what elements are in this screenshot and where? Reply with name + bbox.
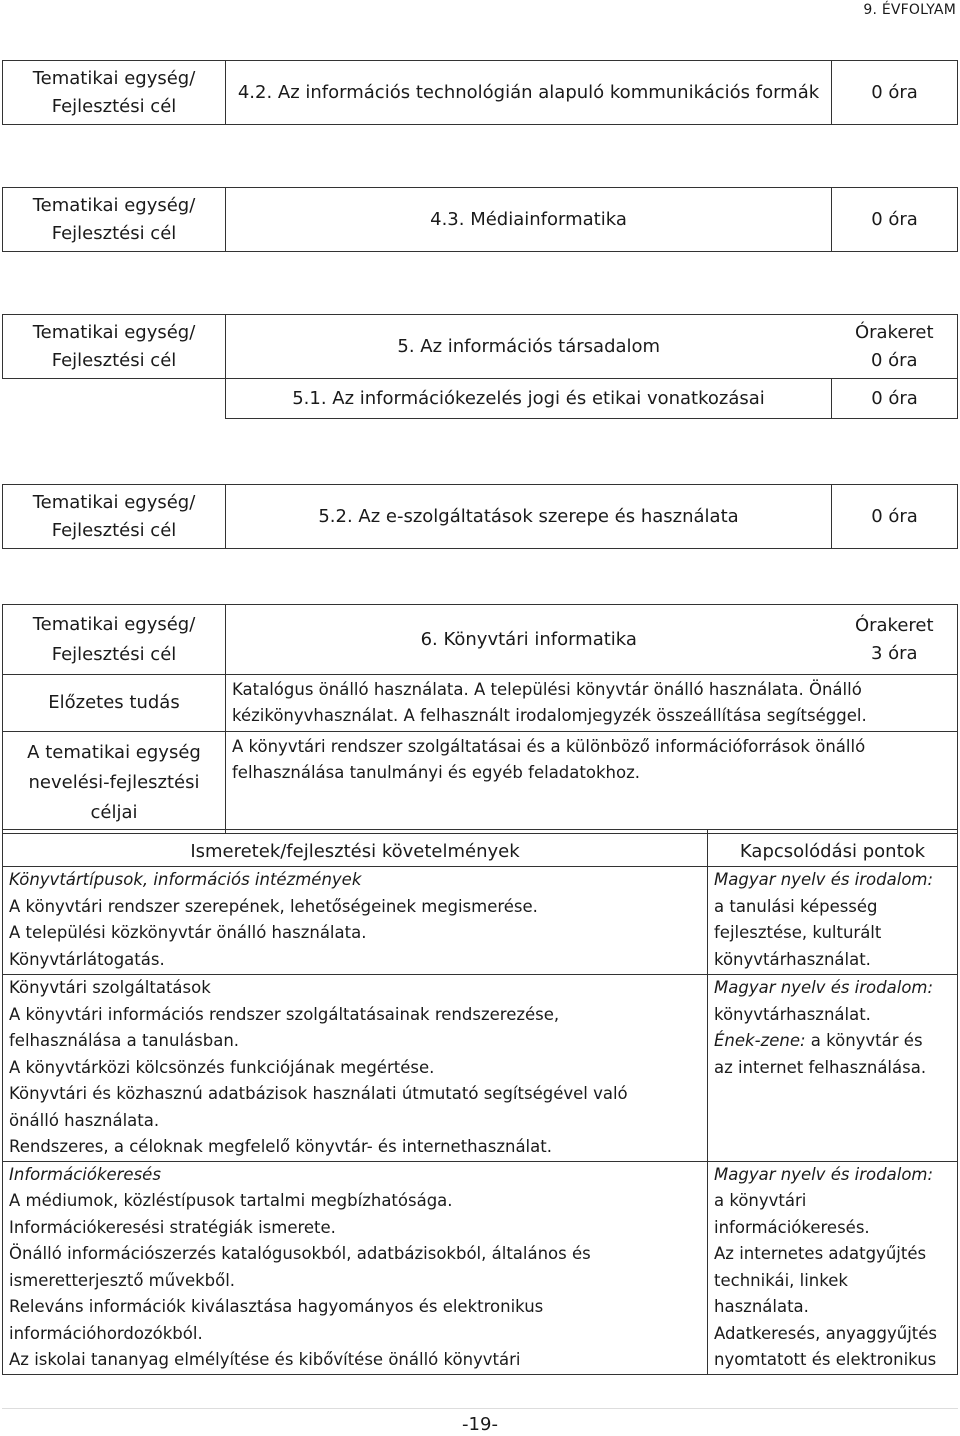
unit-table-4-2 <box>2 60 958 125</box>
requirements-section: Információkeresés A médiumok, közléstípusok tartalmi megbízhatósága. Információkeresési stratégiák ismerete. Önálló információszerzés katalógusokból, adatbázisokból, általános és ismeretterjesztő művekből. Releváns információk kiválasztása hagyományos és elektronikus információhordozókból. Az iskolai tananyag elmélyítése és kibővítése önálló könyvtári <box>3 1161 708 1374</box>
requirements-section: Könyvtári szolgáltatások A könyvtári információs rendszer szolgáltatásainak rendszerezése, felhasználása a tanulásban. A könyvtárközi kölcsönzés funkciójának megértése. Könyvtári és közhasznú adatbázisok használati útmutató segítségével való önálló használata. Rendszeres, a céloknak megfelelő könyvtár- és internethasználat. <box>3 975 708 1162</box>
prior-knowledge-label: Előzetes tudás <box>3 675 226 732</box>
hours-value: 3 óra <box>870 642 918 664</box>
connections-section: Magyar nyelv és irodalom: könyvtárhasználat. Ének-zene: a könyvtár és az internet felhasználása. <box>708 975 958 1162</box>
requirements-table <box>2 829 958 1375</box>
unit-title: 6. Könyvtári informatika <box>226 605 832 675</box>
footer-divider <box>2 1408 958 1409</box>
hours-value: 0 óra <box>870 349 918 371</box>
unit-label: Tematikai egység/ Fejlesztési cél <box>3 188 226 252</box>
unit-title: 5.2. Az e-szolgáltatások szerepe és használata <box>226 485 832 549</box>
prior-knowledge-text: Katalógus önálló használata. A települési könyvtár önálló használata. Önálló kézikönyvhasználat. A felhasznált irodalomjegyzék összeállítása segítséggel. <box>226 675 958 732</box>
requirements-section: Könyvtártípusok, információs intézmények A könyvtári rendszer szerepének, lehetőségeinek megismerése. A települési közkönyvtár önálló használata. Könyvtárlátogatás. <box>3 867 708 975</box>
unit-label: Tematikai egység/ Fejlesztési cél <box>3 605 226 675</box>
goals-text: A könyvtári rendszer szolgáltatásai és a különböző információforrások önálló felhasználása tanulmányi és egyéb feladatokhoz. <box>226 732 958 834</box>
unit-hours <box>832 605 958 675</box>
connections-section: Magyar nyelv és irodalom: a könyvtári információkeresés. Az internetes adatgyűjtés technikái, linkek használata. Adatkeresés, anyaggyűjtés nyomtatott és elektronikus <box>708 1161 958 1374</box>
unit-label: Tematikai egység/ Fejlesztési cél <box>3 315 226 379</box>
unit-table-4-3 <box>2 187 958 252</box>
subunit-hours: 0 óra <box>832 379 958 419</box>
unit-title: 4.2. Az információs technológián alapuló kommunikációs formák <box>226 61 832 125</box>
section-heading: Könyvtártípusok, információs intézmények <box>9 870 362 889</box>
unit-hours: 0 óra <box>832 485 958 549</box>
page-number: -19- <box>462 1414 498 1435</box>
unit-label: Tematikai egység/ Fejlesztési cél <box>3 485 226 549</box>
hours-label: Órakeret <box>854 614 934 636</box>
requirements-header: Ismeretek/fejlesztési követelmények <box>3 830 708 867</box>
grade-header: 9. ÉVFOLYAM <box>863 2 956 18</box>
unit-hours <box>832 315 958 379</box>
subunit-title: 5.1. Az információkezelés jogi és etikai vonatkozásai <box>226 379 832 419</box>
goals-label: A tematikai egység nevelési-fejlesztési céljai <box>3 732 226 834</box>
unit-table-6 <box>2 604 958 834</box>
unit-hours: 0 óra <box>832 188 958 252</box>
unit-hours: 0 óra <box>832 61 958 125</box>
unit-table-5 <box>2 314 958 419</box>
section-heading: Információkeresés <box>9 1164 161 1184</box>
unit-label: Tematikai egység/ Fejlesztési cél <box>3 61 226 125</box>
empty-cell <box>3 379 226 419</box>
unit-table-5-2 <box>2 484 958 549</box>
unit-title: 4.3. Médiainformatika <box>226 188 832 252</box>
section-heading: Könyvtári szolgáltatások <box>9 978 211 997</box>
connections-section: Magyar nyelv és irodalom: a tanulási képesség fejlesztése, kulturált könyvtárhasználat. <box>708 867 958 975</box>
connections-header: Kapcsolódási pontok <box>708 830 958 867</box>
hours-label: Órakeret <box>854 321 934 343</box>
unit-title: 5. Az információs társadalom <box>226 315 832 379</box>
